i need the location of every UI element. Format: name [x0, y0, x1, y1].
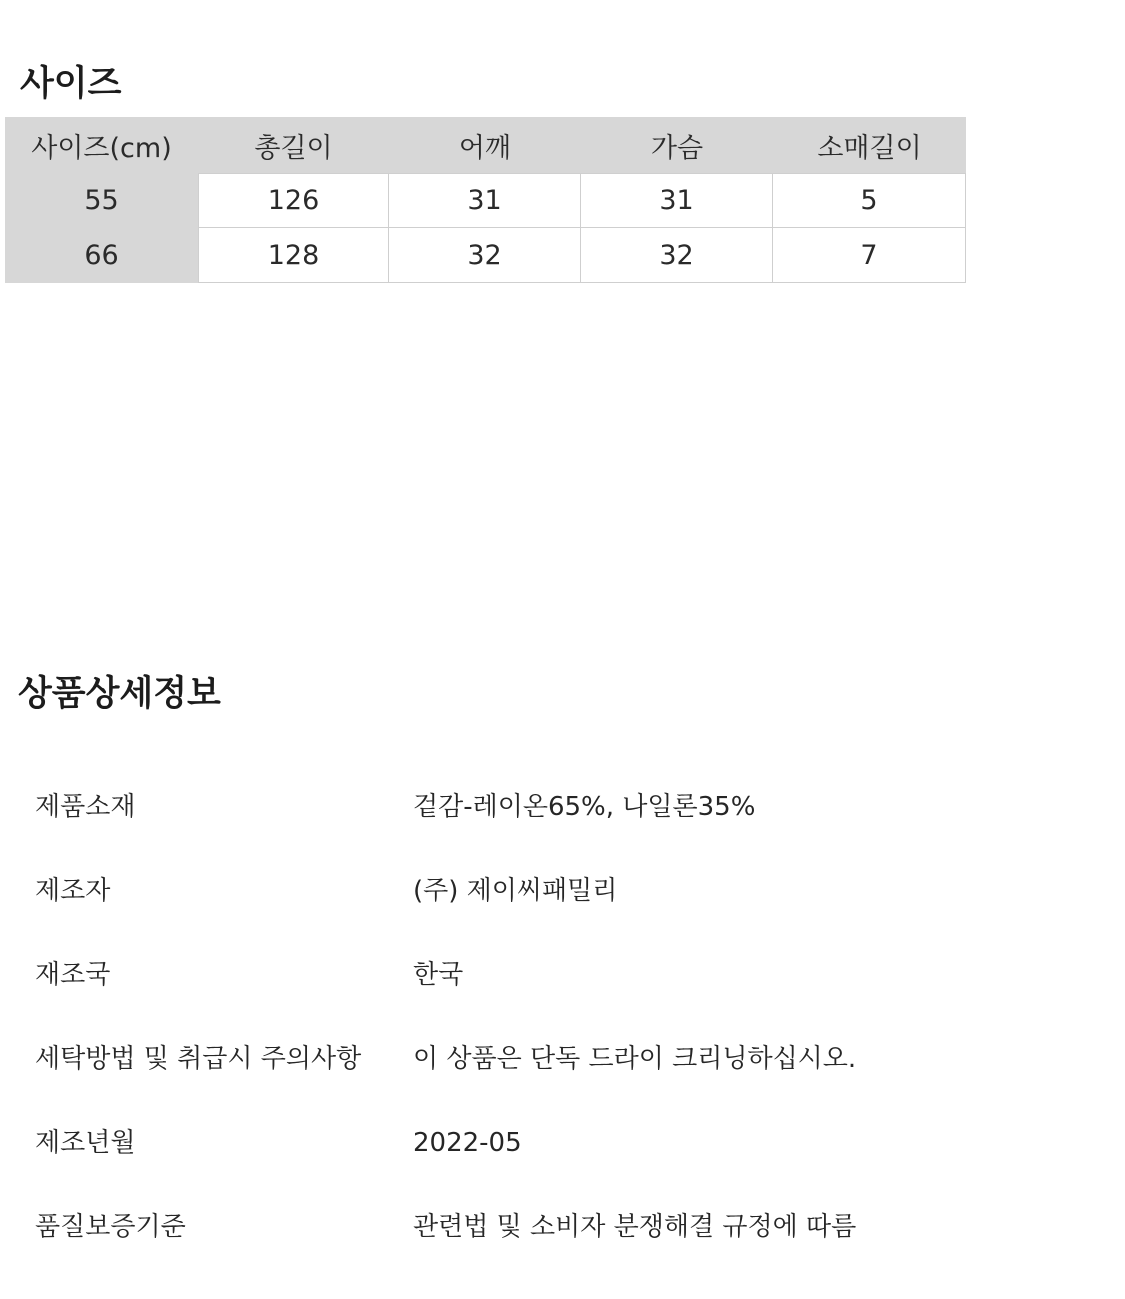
detail-row-manufacturer — [0, 871, 1125, 911]
detail-value: 2022-05 — [413, 1128, 522, 1158]
detail-label: 세탁방법 및 취급시 주의사항 — [35, 1044, 362, 1074]
detail-label: 제조년월 — [35, 1128, 136, 1158]
detail-label: 제품소재 — [35, 792, 136, 822]
size-table-cell: 128 — [198, 228, 389, 283]
size-table-cell: 32 — [581, 228, 773, 283]
detail-row-manufacture-date — [0, 1123, 1125, 1163]
detail-row-quality-warranty — [0, 1207, 1125, 1247]
size-table-row-label: 66 — [84, 240, 119, 271]
size-table — [5, 117, 966, 283]
size-table-cell: 5 — [773, 173, 966, 228]
detail-row-material — [0, 787, 1125, 827]
detail-value: (주) 제이씨패밀리 — [413, 876, 618, 906]
detail-label: 제조자 — [35, 876, 111, 906]
size-table-header-size: 사이즈(cm) — [31, 132, 172, 164]
size-table-cell: 31 — [389, 173, 581, 228]
size-table-header-sleeve-length: 소매길이 — [817, 132, 922, 164]
size-section-title: 사이즈 — [20, 64, 122, 104]
detail-value: 한국 — [413, 960, 464, 990]
detail-row-country — [0, 955, 1125, 995]
size-table-row-label: 55 — [84, 185, 119, 216]
size-table-cell: 31 — [581, 173, 773, 228]
detail-row-washing — [0, 1039, 1125, 1079]
size-table-cell: 7 — [773, 228, 966, 283]
size-table-header-chest: 가슴 — [650, 132, 704, 164]
size-table-header-total-length: 총길이 — [254, 132, 333, 164]
size-table-header-shoulder: 어깨 — [458, 132, 512, 164]
detail-value: 이 상품은 단독 드라이 크리닝하십시오. — [413, 1044, 857, 1074]
detail-value: 겉감-레이온65%, 나일론35% — [413, 792, 756, 822]
size-table-cell: 126 — [198, 173, 389, 228]
detail-value: 관련법 및 소비자 분쟁해결 규정에 따름 — [413, 1212, 857, 1242]
size-table-cell: 32 — [389, 228, 581, 283]
detail-label: 재조국 — [35, 960, 111, 990]
detail-section-title: 상품상세정보 — [18, 674, 221, 714]
detail-label: 품질보증기준 — [35, 1212, 186, 1242]
